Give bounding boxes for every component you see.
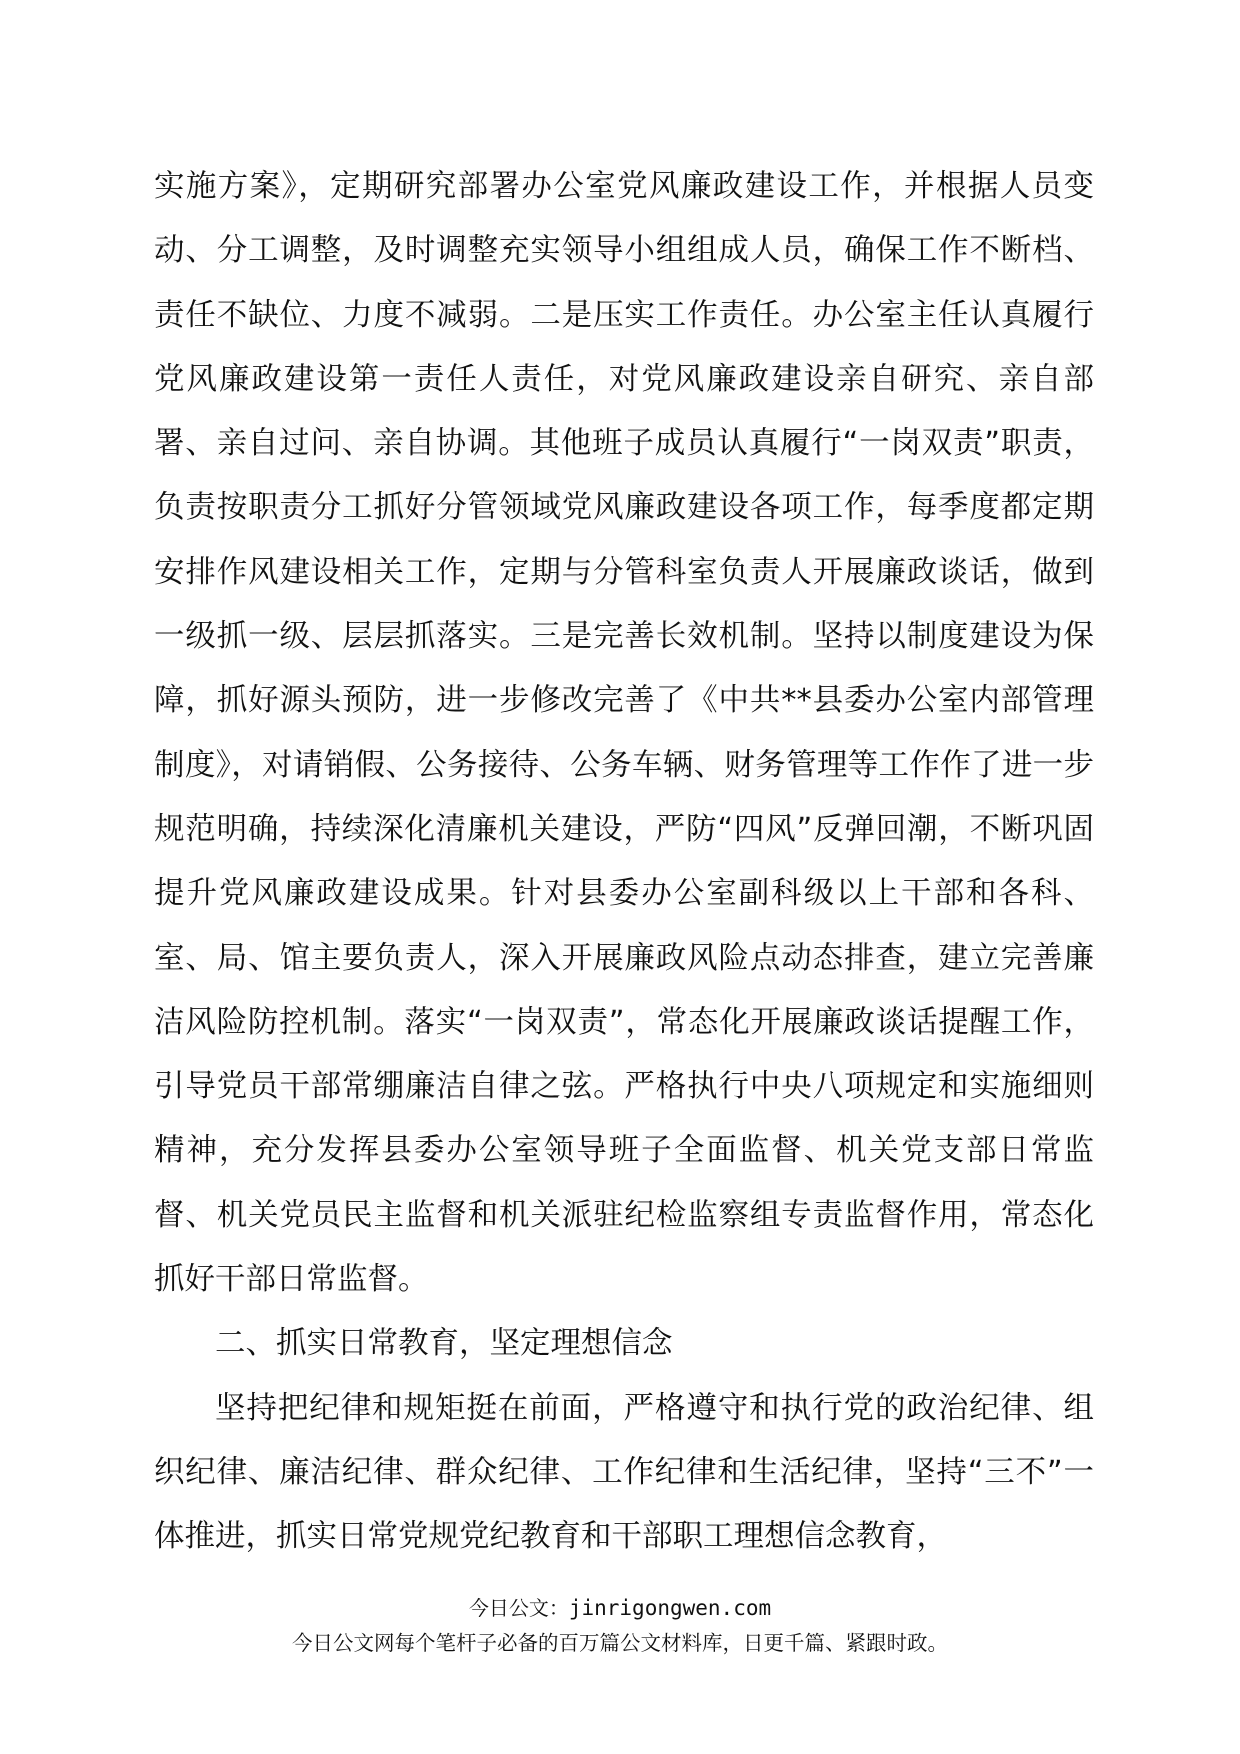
body-paragraph: 实施方案》，定期研究部署办公室党风廉政建设工作，并根据人员变动、分工调整，及时调整充实领导小组组成人员，确保工作不断档、责任不缺位、力度不减弱。二是压实工作责任。办公室主任认真履行党风廉政建设第一责任人责任，对党风廉政建设亲自研究、亲自部署、亲自过问、亲自协调。其他班子成员认真履行“一岗双责”职责，负责按职责分工抓好分管领域党风廉政建设各项工作，每季度都定期安排作风建设相关工作，定期与分管科室负责人开展廉政谈话，做到一级抓一级、层层抓落实。三是完善长效机制。坚持以制度建设为保障，抓好源头预防，进一步修改完善了《中共**县委办公室内部管理制度》，对请销假、公务接待、公务车辆、财务管理等工作作了进一步规范明确，持续深化清廉机关建设，严防“四风”反弹回潮，不断巩固提升党风廉政建设成果。针对县委办公室副科级以上干部和各科、室、局、馆主要负责人，深入开展廉政风险点动态排查，建立完善廉洁风险防控机制。落实“一岗双责”，常态化开展廉政谈话提醒工作，引导党员干部常绷廉洁自律之弦。严格执行中央八项规定和实施细则精神，充分发挥县委办公室领导班子全面监督、机关党支部日常监督、机关党员民主监督和机关派驻纪检监察组专责监督作用，常态化抓好干部日常监督。 [154, 169, 1094, 1298]
document-body [154, 155, 1094, 1570]
body-paragraph: 坚持把纪律和规矩挺在前面，严格遵守和执行党的政治纪律、组织纪律、廉洁纪律、群众纪律、工作纪律和生活纪律，坚持“三不”一体推进，抓实日常党规党纪教育和干部职工理想信念教育， [154, 1390, 1094, 1555]
footer-site-url[interactable]: jinrigongwen.com [568, 1596, 772, 1620]
footer-site-line [0, 1593, 1240, 1623]
section-heading: 二、抓实日常教育，坚定理想信念 [215, 1326, 673, 1362]
footer-slogan: 今日公文网每个笔杆子必备的百万篇公文材料库，日更千篇、紧跟时政。 [292, 1631, 948, 1655]
footer-site-label: 今日公文： [468, 1596, 569, 1620]
